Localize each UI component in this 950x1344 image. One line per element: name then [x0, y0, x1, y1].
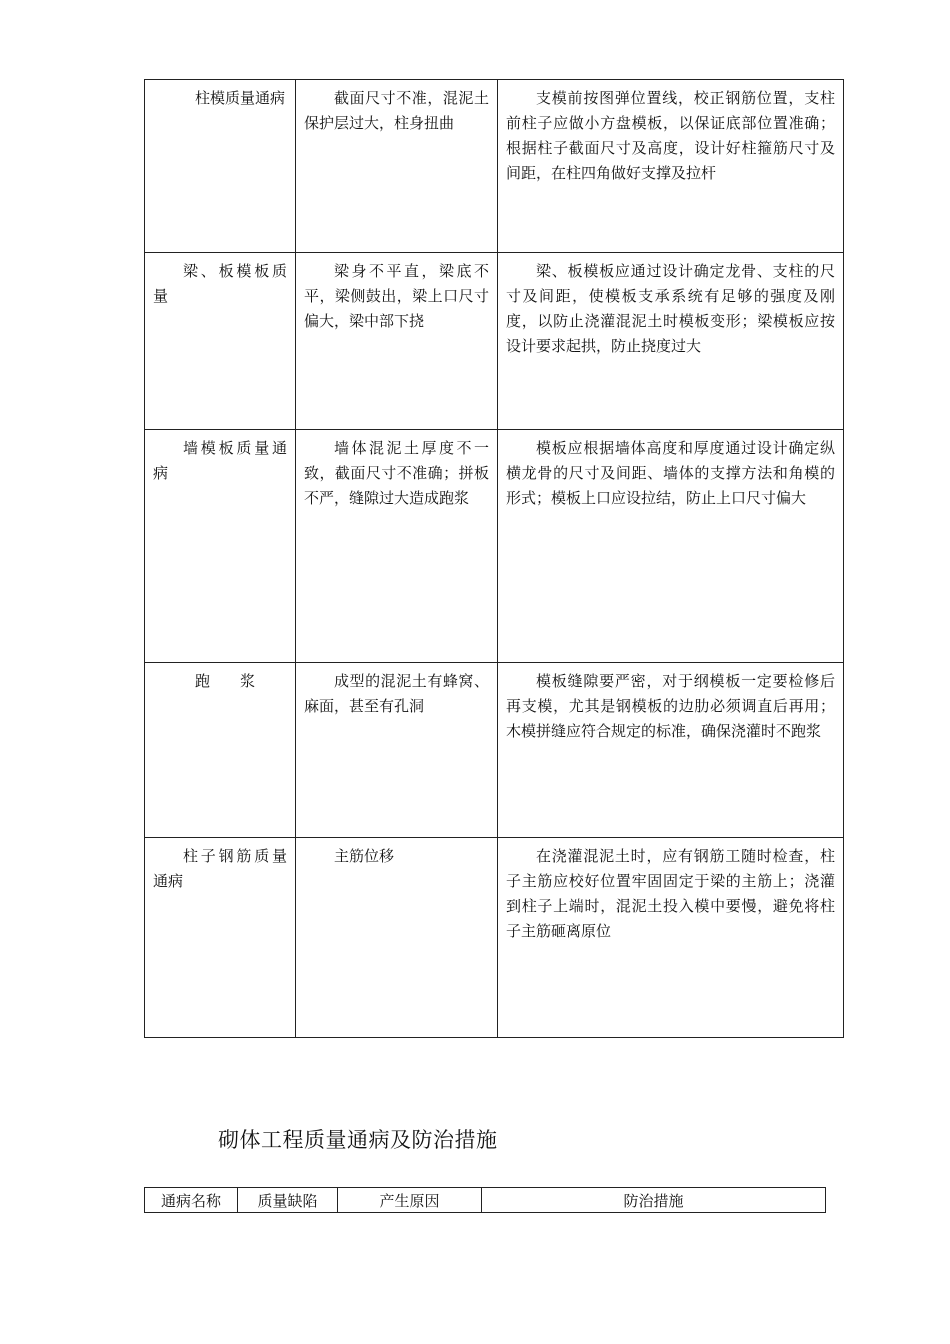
defect-description-cell: 成型的混泥土有蜂窝、麻面，甚至有孔洞 [296, 663, 498, 838]
table-row [145, 253, 844, 430]
table-row [145, 80, 844, 253]
header-cause: 产生原因 [338, 1188, 482, 1213]
table-header-row [145, 1188, 826, 1213]
prevention-measures-cell: 模板应根据墙体高度和厚度通过设计确定纵横龙骨的尺寸及间距、墙体的支撑方法和角模的形式；模板上口应设拉结，防止上口尺寸偏大 [498, 430, 844, 663]
defect-description-cell: 主筋位移 [296, 838, 498, 1038]
defect-name-cell: 柱子钢筋质量通病 [145, 838, 296, 1038]
defect-name-cell: 柱模质量通病 [145, 80, 296, 253]
prevention-measures-cell: 梁、板模板应通过设计确定龙骨、支柱的尺寸及间距，使模板支承系统有足够的强度及刚度，以防止浇灌混泥土时模板变形；梁模板应按设计要求起拱，防止挠度过大 [498, 253, 844, 430]
defect-name-cell: 墙模板质量通病 [145, 430, 296, 663]
quality-defects-table [144, 79, 844, 1038]
defect-description-cell: 截面尺寸不准，混泥土保护层过大，柱身扭曲 [296, 80, 498, 253]
defect-description-cell: 梁身不平直，梁底不平，梁侧鼓出，梁上口尺寸偏大，梁中部下挠 [296, 253, 498, 430]
defect-name-cell: 跑 浆 [145, 663, 296, 838]
prevention-measures-cell: 在浇灌混泥土时，应有钢筋工随时检查，柱子主筋应校好位置牢固固定于梁的主筋上；浇灌到柱子上端时，混泥土投入模中要慢，避免将柱子主筋砸离原位 [498, 838, 844, 1038]
defect-name-cell: 梁、板模板质量 [145, 253, 296, 430]
prevention-measures-cell: 支模前按图弹位置线，校正钢筋位置，支柱前柱子应做小方盘模板，以保证底部位置准确；根据柱子截面尺寸及高度，设计好柱箍筋尺寸及间距，在柱四角做好支撑及拉杆 [498, 80, 844, 253]
masonry-defects-header-table [144, 1187, 826, 1213]
table-row [145, 838, 844, 1038]
defect-description-cell: 墙体混泥土厚度不一致，截面尺寸不准确；拼板不严，缝隙过大造成跑浆 [296, 430, 498, 663]
prevention-measures-cell: 模板缝隙要严密，对于纲模板一定要检修后再支模，尤其是钢模板的边肋必须调直后再用；木模拼缝应符合规定的标准，确保浇灌时不跑浆 [498, 663, 844, 838]
header-quality-defect: 质量缺陷 [238, 1188, 338, 1213]
header-prevention: 防治措施 [482, 1188, 826, 1213]
table-row [145, 663, 844, 838]
header-defect-name: 通病名称 [145, 1188, 238, 1213]
section-title: 砌体工程质量通病及防治措施 [218, 1128, 498, 1152]
table-row [145, 430, 844, 663]
